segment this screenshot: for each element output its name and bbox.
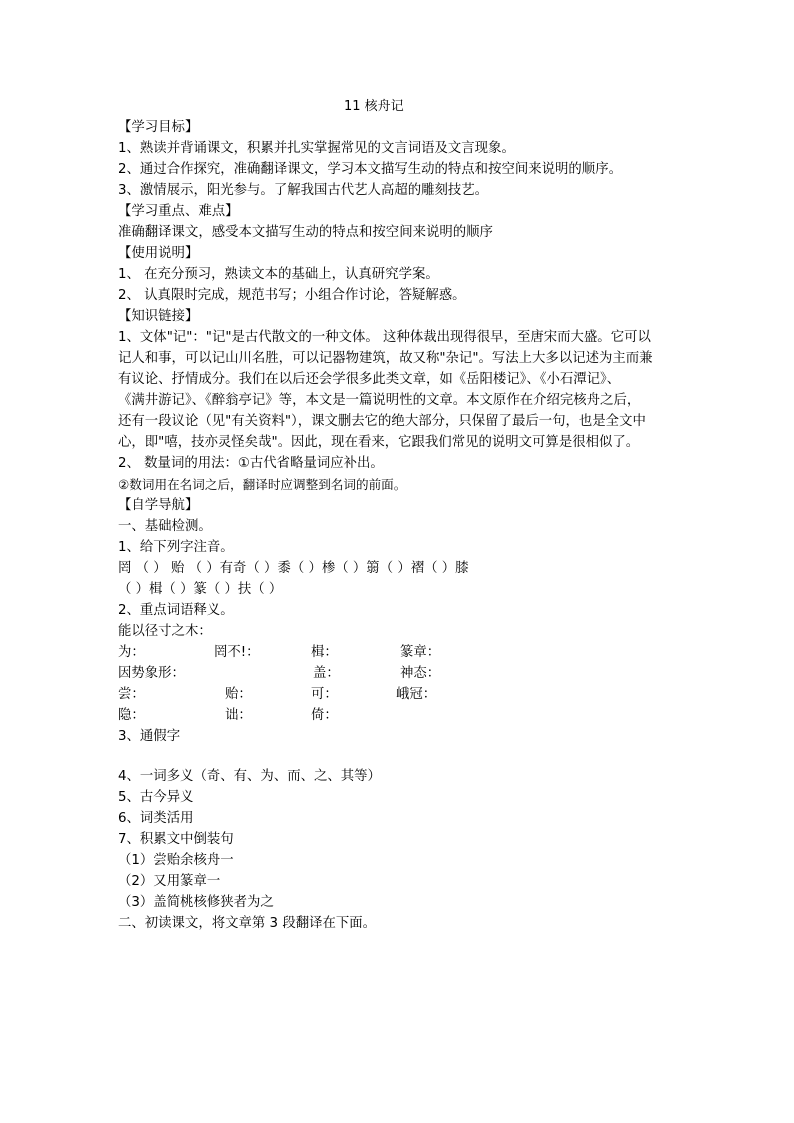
vocab-term: 楫： [311, 645, 338, 660]
vocab-term: 诎： [225, 708, 252, 723]
question-heading: 3、通假字 [118, 729, 181, 744]
vocab-term: 盖： [313, 666, 340, 681]
guide-part-heading: 二、初读课文，将文章第 3 段翻译在下面。 [118, 916, 377, 931]
guide-part-heading: 一、基础检测。 [118, 519, 212, 534]
vocab-term: 尝： [118, 687, 145, 702]
knowledge-paragraph-line: 《满井游记》、《醉翁亭记》等，本文是一篇说明性的文章。本文原作在介绍完核舟之后， [118, 393, 641, 408]
usage-item: 2、 认真限时完成，规范书写；小组合作讨论，答疑解惑。 [118, 288, 466, 303]
knowledge-paragraph-line: 还有一段议论（见"有关资料"），课文删去它的绝大部分，只保留了最后一句，也是全文中 [118, 414, 646, 429]
knowledge-heading: 【知识链接】 [118, 309, 199, 324]
usage-heading: 【使用说明】 [118, 246, 199, 261]
vocab-term: 罔不!： [214, 645, 260, 660]
knowledge-paragraph-line: 心，即"嘻，技亦灵怪矣哉"。因此，现在看来，它跟我们常见的说明文可算是很相似了。 [118, 435, 640, 450]
vocab-term: 因势象形： [118, 666, 185, 681]
vocab-term: 为： [118, 645, 145, 660]
question-heading: 2、重点词语释义。 [118, 603, 234, 618]
question-heading: 4、一词多义（奇、有、为、而、之、其等） [118, 769, 381, 784]
focus-text: 准确翻译课文，感受本文描写生动的特点和按空间来说明的顺序 [118, 225, 493, 240]
usage-item: 1、 在充分预习，熟读文本的基础上，认真研究学案。 [118, 267, 439, 282]
vocab-phrase: 能以径寸之木： [118, 624, 212, 639]
goal-item: 1、熟读并背诵课文，积累并扎实掌握常见的文言词语及文言现象。 [118, 141, 515, 156]
question-heading: 7、积累文中倒装句 [118, 832, 234, 847]
goals-heading: 【学习目标】 [118, 120, 199, 135]
knowledge-item-note: ②数词用在名词之后，翻译时应调整到名词的前面。 [118, 477, 407, 492]
inversion-sentence: （3）盖简桃核修狭者为之 [118, 895, 274, 910]
vocab-term: 峨冠： [396, 687, 437, 702]
vocab-term: 隐： [118, 708, 145, 723]
knowledge-paragraph-line: 记人和事，可以记山川名胜，可以记器物建筑，故又称"杂记"。写法上大多以记述为主而兼 [118, 351, 653, 366]
goal-item: 3、激情展示，阳光参与。了解我国古代艺人高超的雕刻技艺。 [118, 183, 489, 198]
vocab-term: 可： [311, 687, 338, 702]
inversion-sentence: （2）又用篆章一 [118, 874, 221, 889]
vocab-term: 神态： [400, 666, 441, 681]
vocab-term: 倚： [311, 708, 338, 723]
question-heading: 6、词类活用 [118, 811, 194, 826]
focus-heading: 【学习重点、难点】 [118, 204, 239, 219]
guide-heading: 【自学导航】 [118, 498, 199, 513]
pinyin-row: （ ）楫（ ）篆（ ）扶（ ） [118, 582, 283, 597]
knowledge-paragraph-line: 有议论、抒情成分。我们在以后还会学很多此类文章，如《岳阳楼记》、《小石潭记》、 [118, 372, 621, 387]
vocab-term: 贻： [225, 687, 252, 702]
page-title: 11 核舟记 [344, 99, 404, 114]
goal-item: 2、通过合作探究，准确翻译课文，学习本文描写生动的特点和按空间来说明的顺序。 [118, 162, 622, 177]
knowledge-paragraph-line: 1、文体"记"："记"是古代散文的一种文体。 这种体裁出现得很早，至唐宋而大盛。它可以 [118, 330, 651, 345]
question-heading: 5、古今异义 [118, 790, 194, 805]
pinyin-row: 罔 （ ） 贻 （ ）有奇（ ）黍（ ）椮（ ）篛（ ）褶（ ）膝 [118, 561, 469, 576]
knowledge-item: 2、 数量词的用法：①古代省略量词应补出。 [118, 456, 384, 471]
vocab-term: 篆章： [400, 645, 441, 660]
question-heading: 1、给下列字注音。 [118, 540, 234, 555]
inversion-sentence: （1）尝贻余核舟一 [118, 853, 234, 868]
